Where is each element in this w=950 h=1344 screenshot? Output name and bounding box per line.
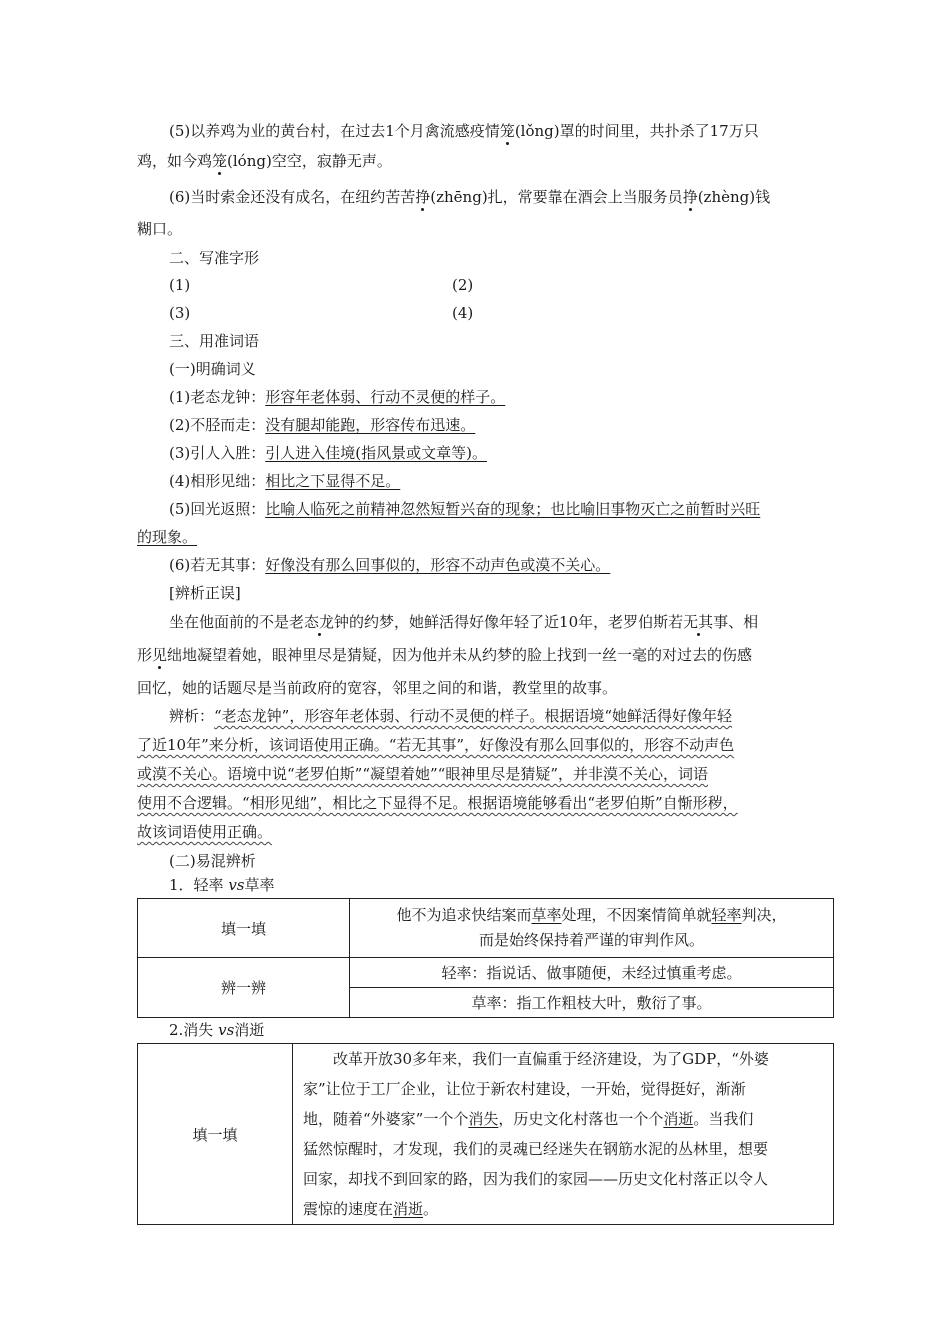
pair-1-title: 1．轻率 vs草率	[169, 876, 275, 894]
definition-6: (6)若无其事：好像没有那么回事似的，形容不动声色或漠不关心。	[169, 556, 611, 574]
pair-2-table	[137, 1043, 834, 1225]
fill-label-cell: 填一填	[138, 1044, 293, 1225]
definition-2: (2)不胫而走：没有腿却能跑，形容传布迅速。	[169, 416, 476, 434]
diff-label-cell: 辨一辨	[138, 958, 350, 1018]
analysis-line-4: 使用不合逻辑。“相形见绌”，相比之下显得不足。根据语境能够看出“老罗伯斯”自惭形秽，	[137, 794, 738, 812]
dotted-char: 挣	[682, 188, 698, 206]
pinyin-item-6-line2: 糊口。	[137, 220, 183, 238]
subsection-confusables: (二)易混辨析	[169, 852, 256, 870]
analysis-line-5: 故该词语使用正确。	[137, 823, 273, 841]
definition-1: (1)老态龙钟：形容年老体弱、行动不灵便的样子。	[169, 388, 506, 406]
pair-1-table	[137, 898, 834, 1018]
fill-content-cell: 他不为追求快结案而草率处理，不因案情简单就轻率判决， 而是始终保持着严谨的审判作风。	[350, 899, 834, 958]
definition-5-cont: 的现象。	[137, 528, 198, 546]
pinyin-item-6-line1: (6)当时索金还没有成名，在纽约苦苦挣(zhēng)扎，常要靠在酒会上当服务员挣(zhèng)钱	[169, 188, 771, 206]
definition-4: (4)相形见绌：相比之下显得不足。	[169, 472, 401, 490]
correction-title: [辨析正误]	[169, 584, 241, 602]
analysis-line-3: 或漠不关心。语境中说“老罗伯斯”“凝望着她”“眼神里尽是猜疑”，并非漠不关心，词语	[137, 765, 709, 783]
blank-item-1: (1)	[169, 276, 191, 294]
dotted-term: 老态龙钟	[289, 613, 350, 631]
dotted-term: 若无其事	[668, 613, 729, 631]
definition-3: (3)引人入胜：引人进入佳境(指风景或文章等)。	[169, 444, 487, 462]
diff-row-1: 轻率：指说话、做事随便，未经过慎重考虑。	[350, 958, 834, 988]
fill-label-cell: 填一填	[138, 899, 350, 958]
analysis-line-2: 了近10年”来分析，该词语使用正确。“若无其事”，好像没有那么回事似的，形容不动声色	[137, 736, 735, 754]
passage-line-1: 坐在他面前的不是老态龙钟的约梦，她鲜活得好像年轻了近10年，老罗伯斯若无其事、相	[169, 613, 759, 631]
definition-5: (5)回光返照：比喻人临死之前精神忽然短暂兴奋的现象；也比喻旧事物灭亡之前暂时兴旺	[169, 500, 761, 518]
diff-row-2: 草率：指工作粗枝大叶，敷衍了事。	[350, 988, 834, 1018]
pinyin-item-5-line2: 鸡，如今鸡笼(lóng)空空，寂静无声。	[137, 152, 392, 170]
dotted-char: 挣	[415, 188, 431, 206]
analysis-line-1: 辨析：“老态龙钟”，形容年老体弱、行动不灵便的样子。根据语境“她鲜活得好像年轻	[169, 707, 733, 725]
dotted-term: 形见绌	[137, 646, 183, 664]
pinyin-item-5-line1: (5)以养鸡为业的黄台村，在过去1个月禽流感疫情笼(lǒng)罩的时间里，共扑杀了17万只	[169, 122, 759, 140]
pair-2-title: 2.消失 vs消逝	[169, 1021, 265, 1039]
blank-item-2: (2)	[452, 276, 474, 294]
fill-content-cell: 改革开放30多年来，我们一直偏重于经济建设，为了GDP，“外婆 家”让位于工厂企业，让位于新农村建设，一开始，觉得挺好，渐渐 地，随着“外婆家”一个个消失，历史文化村落也一个个消逝。当我们 猛然惊醒时，才发现，我们的灵魂已经迷失在钢筋水泥的丛林里，想要 回家，却找不到回家的路，因为我们的家园——历史文化村落正以令人 震惊的速度在消逝。	[293, 1044, 834, 1225]
section-3-title: 三、用准词语	[169, 332, 260, 350]
dotted-char: 笼	[499, 122, 515, 140]
blank-item-4: (4)	[452, 304, 474, 322]
blank-item-3: (3)	[169, 304, 191, 322]
passage-line-2: 形见绌地凝望着她，眼神里尽是猜疑，因为他并未从约梦的脸上找到一丝一毫的对过去的伤感	[137, 646, 753, 664]
subsection-meanings: (一)明确词义	[169, 360, 256, 378]
section-2-title: 二、写准字形	[169, 249, 260, 267]
dotted-char: 笼	[212, 152, 228, 170]
passage-line-3: 回忆，她的话题尽是当前政府的宽容，邻里之间的和谐，教堂里的故事。	[137, 679, 618, 697]
